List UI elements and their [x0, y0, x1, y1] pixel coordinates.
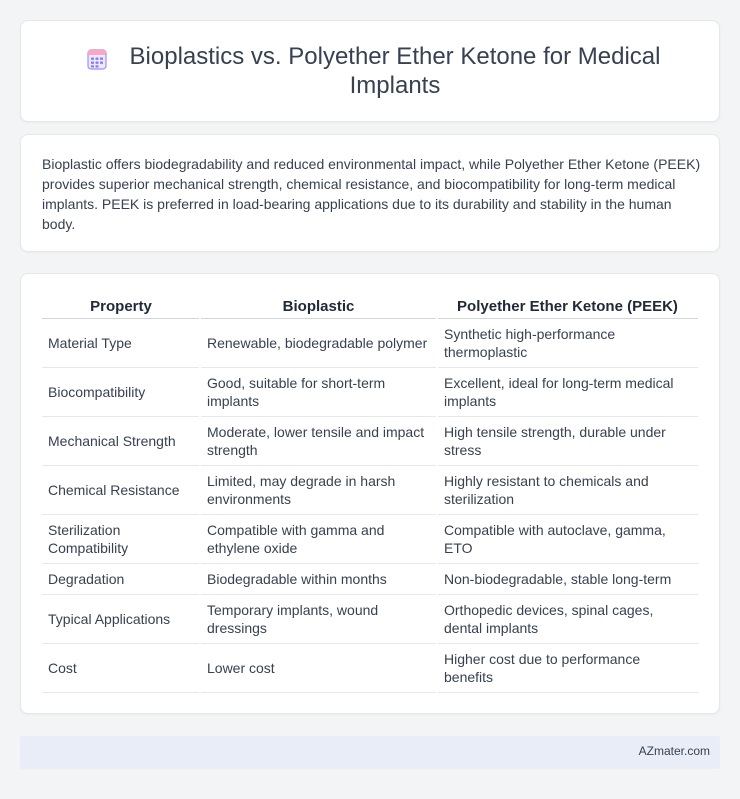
- bioplastic-cell: Good, suitable for short-term implants: [200, 368, 437, 417]
- bioplastic-cell: Moderate, lower tensile and impact strength: [200, 417, 437, 466]
- property-cell: Mechanical Strength: [42, 417, 200, 466]
- property-cell: Degradation: [42, 564, 200, 595]
- footer-bar: [20, 736, 720, 769]
- peek-cell: Higher cost due to performance benefits: [437, 644, 698, 693]
- bioplastic-cell: Limited, may degrade in harsh environments: [200, 466, 437, 515]
- peek-cell: Orthopedic devices, spinal cages, dental implants: [437, 595, 698, 644]
- column-header-property: Property: [42, 296, 200, 319]
- column-header-peek: Polyether Ether Ketone (PEEK): [437, 296, 698, 319]
- page-title: Bioplastics vs. Polyether Ether Ketone for Medical Implants: [129, 43, 661, 99]
- property-cell: Chemical Resistance: [42, 466, 200, 515]
- bioplastic-cell: Temporary implants, wound dressings: [200, 595, 437, 644]
- table-row: [42, 319, 698, 368]
- bioplastic-cell: Lower cost: [200, 644, 437, 693]
- bioplastic-cell: Biodegradable within months: [200, 564, 437, 595]
- table-header-row: [42, 296, 698, 319]
- peek-cell: Highly resistant to chemicals and sterilization: [437, 466, 698, 515]
- property-cell: Sterilization Compatibility: [42, 515, 200, 564]
- peek-cell: Non-biodegradable, stable long-term: [437, 564, 698, 595]
- bioplastic-cell: Compatible with gamma and ethylene oxide: [200, 515, 437, 564]
- comparison-table: [42, 296, 698, 693]
- table-row: [42, 466, 698, 515]
- property-cell: Material Type: [42, 319, 200, 368]
- header-card: [20, 20, 720, 122]
- table-row: [42, 595, 698, 644]
- footer-site-name: AZmater.com: [638, 744, 710, 758]
- peek-cell: Compatible with autoclave, gamma, ETO: [437, 515, 698, 564]
- table-row: [42, 515, 698, 564]
- peek-cell: High tensile strength, durable under stress: [437, 417, 698, 466]
- bioplastic-cell: Renewable, biodegradable polymer: [200, 319, 437, 368]
- summary-text: Bioplastic offers biodegradability and reduced environmental impact, while Polyether Ether Ketone (PEEK) provides superior mechanical strength, chemical resistance, and biocompatibility for long-term medical implants. PEEK is preferred in load-bearing applications due to its durability and stability in the human body.: [42, 156, 701, 232]
- peek-cell: Excellent, ideal for long-term medical implants: [437, 368, 698, 417]
- table-row: [42, 564, 698, 595]
- table-row: [42, 368, 698, 417]
- column-header-bioplastic: Bioplastic: [200, 296, 437, 319]
- comparison-table-card: [20, 273, 720, 714]
- summary-card: [20, 134, 720, 252]
- property-cell: Typical Applications: [42, 595, 200, 644]
- table-row: [42, 417, 698, 466]
- property-cell: Biocompatibility: [42, 368, 200, 417]
- property-cell: Cost: [42, 644, 200, 693]
- table-row: [42, 644, 698, 693]
- peek-cell: Synthetic high-performance thermoplastic: [437, 319, 698, 368]
